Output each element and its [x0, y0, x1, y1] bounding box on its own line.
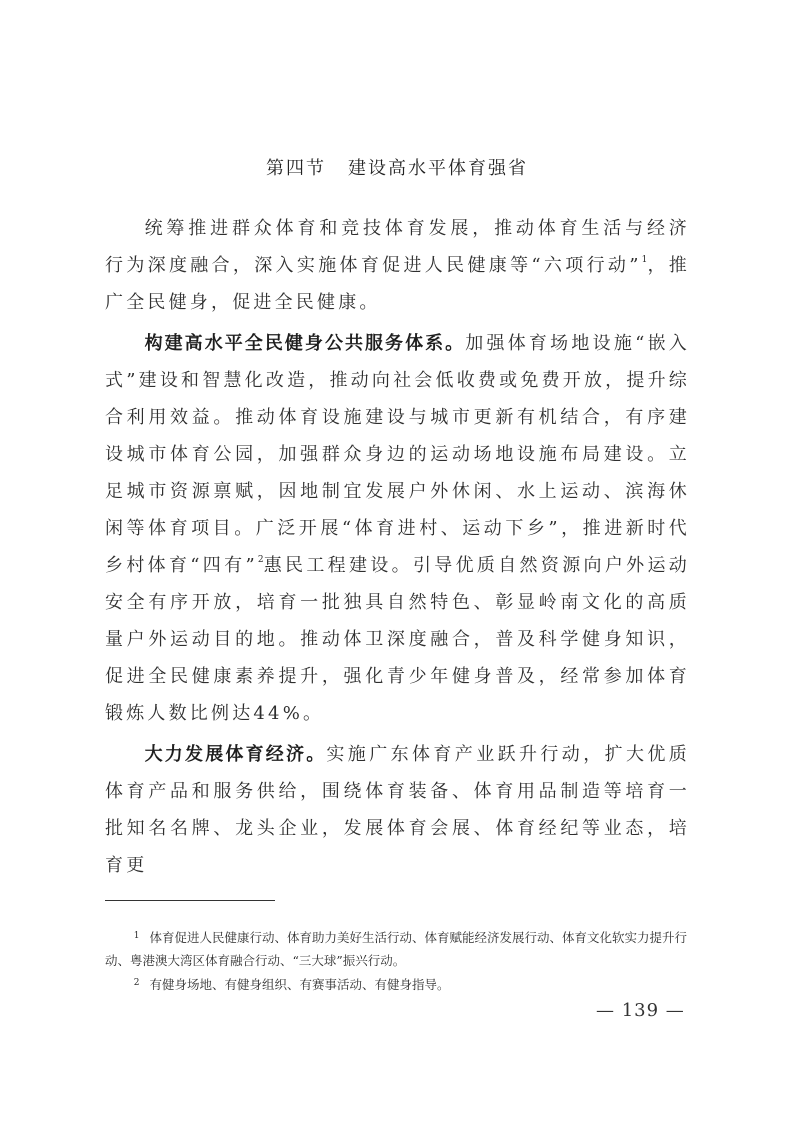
footnote-1-text: 体育促进人民健康行动、体育助力美好生活行动、体育赋能经济发展行动、体育文化软实力提升行动、粤港澳大湾区体育融合行动、“三大球”振兴行动。 [105, 930, 687, 968]
paragraph-2-heading: 构建高水平全民健身公共服务体系。 [144, 333, 466, 354]
paragraph-2-text-before: 加强体育场地设施“嵌入式”建设和智慧化改造，推动向社会低收费或免费开放，提升综合利用效益。推动体育设施建设与城市更新有机结合，有序建设城市体育公园，加强群众身边的运动场地设施布局建设。立足城市资源禀赋，因地制宜发展户外休闲、水上运动、滨海休闲等体育项目。广泛开展“体育进村、运动下乡”，推进新时代乡村体育“四有” [105, 333, 691, 576]
paragraph-1 [105, 210, 690, 321]
paragraph-2-text-after: 惠民工程建设。引导优质自然资源向户外运动安全有序开放，培育一批独具自然特色、彰显岭南文化的高质量户外运动目的地。推动体卫深度融合，普及科学健身知识，促进全民健康素养提升，强化青少年健身普及，经常参加体育锻炼人数比例达44%。 [105, 555, 690, 724]
section-label: 第四节 [266, 158, 326, 179]
footnote-ref-2: 2 [257, 555, 264, 565]
page-number: — 139 — [596, 1000, 685, 1021]
body-text [105, 210, 690, 888]
paragraph-2 [105, 325, 690, 732]
paragraph-1-text-before: 统筹推进群众体育和竞技体育发展，推动体育生活与经济行为深度融合，深入实施体育促进人民健康等“六项行动” [105, 218, 690, 276]
section-title-text: 建设高水平体育强省 [348, 158, 528, 179]
paragraph-1-text-after: ，推广全民健身，促进全民健康。 [105, 255, 691, 313]
footnote-2-text: 有健身场地、有健身组织、有赛事活动、有健身指导。 [149, 977, 450, 992]
paragraph-3-heading: 大力发展体育经济。 [144, 744, 327, 765]
footnote-2 [105, 972, 695, 996]
paragraph-3 [105, 736, 690, 884]
section-title [0, 154, 794, 180]
footnote-divider [105, 900, 275, 901]
footnote-1 [105, 925, 695, 972]
footnote-ref-1: 1 [641, 255, 648, 265]
paragraph-3-text: 实施广东体育产业跃升行动，扩大优质体育产品和服务供给，围绕体育装备、体育用品制造等培育一批知名名牌、龙头企业，发展体育会展、体育经纪等业态，培育更 [105, 744, 691, 876]
footnotes [105, 925, 695, 996]
footnote-2-number: 2 [133, 978, 140, 988]
footnote-1-number: 1 [133, 931, 140, 941]
